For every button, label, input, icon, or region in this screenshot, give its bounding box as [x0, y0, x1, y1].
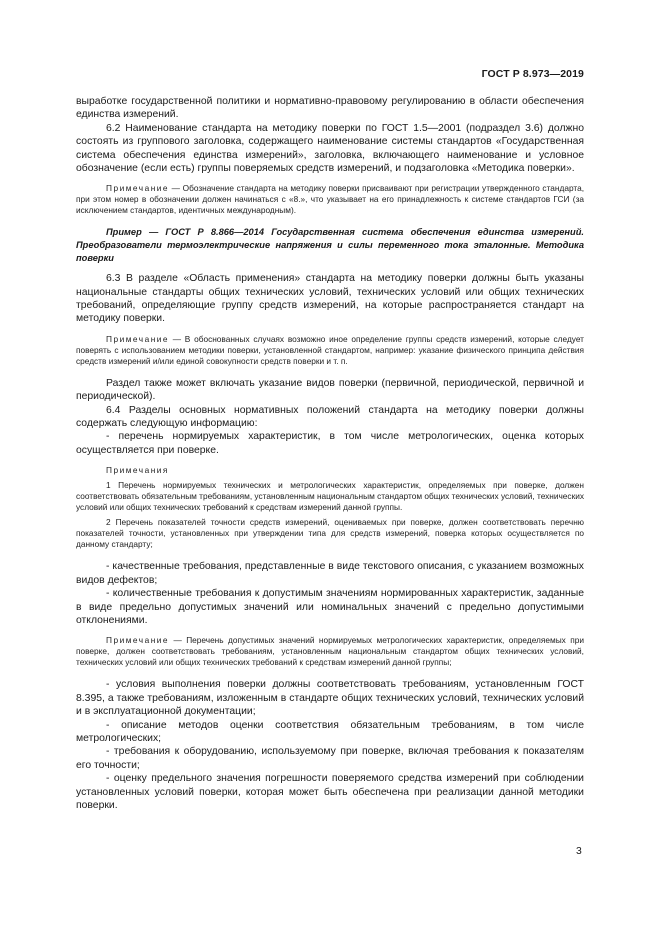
note-label: Примечание	[106, 183, 170, 194]
notes-item-2: 2 Перечень показателей точности средств измерений, оцениваемых при поверке, должен соответствовать перечню показателей точности, установленных при утверждении типа для средств измерений, поверка которых осуществляется по данному стандарту;	[76, 517, 584, 550]
document-body	[76, 95, 584, 812]
list-item: - требования к оборудованию, используемому при поверке, включая требования к показателям его точности;	[76, 746, 584, 771]
list-item: - качественные требования, представленные в виде текстового описания, с указанием возможных видов дефектов;	[76, 561, 584, 586]
list-item: - перечень нормируемых характеристик, в том числе метрологических, оценка которых осуществляется при поверке.	[76, 431, 584, 456]
paragraph-6-4: 6.4 Разделы основных нормативных положений стандарта на методику поверки должны содержать следующую информацию:	[76, 404, 584, 430]
notes-heading: Примечания	[106, 465, 169, 476]
list-item: - описание методов оценки соответствия обязательным требованиям, в том числе метрологических;	[76, 719, 584, 744]
example: Пример — ГОСТ Р 8.866—2014 Государственная система обеспечения единства измерений. Преобразователи термоэлектрические напряжения и силы переменного тока эталонные. Методика поверки	[76, 227, 584, 263]
list-item: - оценку предельного значения погрешности поверяемого средства измерений при соблюдении установленных условий поверки, которая может быть обеспечена при реализации данной методики поверки.	[76, 773, 584, 811]
note-text: — Обозначение стандарта на методику поверки присваивают при регистрации утвержденного стандарта, при этом номер в обозначении должен начинаться с «8.», что указывает на его принадлежность к системе стандартов ГСИ (за исключением стандартов, идентичных международным).	[76, 183, 584, 216]
note-label: Примечание	[106, 635, 170, 646]
list-item: - количественные требования к допустимым значениям нормированных характеристик, заданные в виде предельно допустимых значений или номинальных значений с предельно допустимыми отклонениями.	[76, 588, 584, 626]
document-code-header: ГОСТ Р 8.973—2019	[481, 68, 584, 80]
notes-item-1: 1 Перечень нормируемых технических и метрологических характеристик, определяемых при поверке, должен соответствовать обязательным требованиям, установленным национальным стандартом общих технических условий, технических условий или общих технических требований к средствам измерений данной группы.	[76, 480, 584, 513]
note-2	[76, 334, 584, 367]
note-text: — Перечень допустимых значений нормируемых метрологических характеристик, определяемых при поверке, должен соответствовать требованиям, установленным национальным стандартом общих технических условий, технических условий или общих технических требований к средствам измерений данной группы;	[76, 635, 584, 668]
list-item: - условия выполнения поверки должны соответствовать требованиям, установленным ГОСТ 8.395, а также требованиям, изложенным в стандарте общих технических условий, технических условий и в эксплуатационной документации;	[76, 679, 584, 718]
paragraph-6-2: 6.2 Наименование стандарта на методику поверки по ГОСТ 1.5—2001 (подраздел 3.6) должно состоять из группового заголовка, содержащего наименование системы стандартов «Государственная система обеспечения единства измерений», заголовка, включающего наименование и условное обозначение (если есть) группы поверяемых средств измерений, и подзаголовка «Методика поверки».	[76, 122, 584, 175]
note-text: — В обоснованных случаях возможно иное определение группы средств измерений, которые следует поверять с использованием методики поверки, установленной стандартом, например: указание физического принципа действия средств измерений и/или единой совокупности средств поверки и т. п.	[76, 333, 584, 366]
note-1	[76, 183, 584, 216]
note-3	[76, 635, 584, 668]
paragraph-continuation: выработке государственной политики и нормативно-правовому регулированию в области обеспечения единства измерений.	[76, 96, 584, 121]
note-label: Примечание	[106, 333, 170, 344]
page-number: 3	[576, 846, 582, 857]
paragraph-verification-types: Раздел также может включать указание видов поверки (первичной, периодической, первичной и периодической).	[76, 377, 584, 403]
paragraph-6-3: 6.3 В разделе «Область применения» стандарта на методику поверки должны быть указаны национальные стандарты общих технических условий, технических условий или общих технических требований, определяющие группу средств измерений, на которые распространяется стандарт на методику поверки.	[76, 273, 584, 325]
